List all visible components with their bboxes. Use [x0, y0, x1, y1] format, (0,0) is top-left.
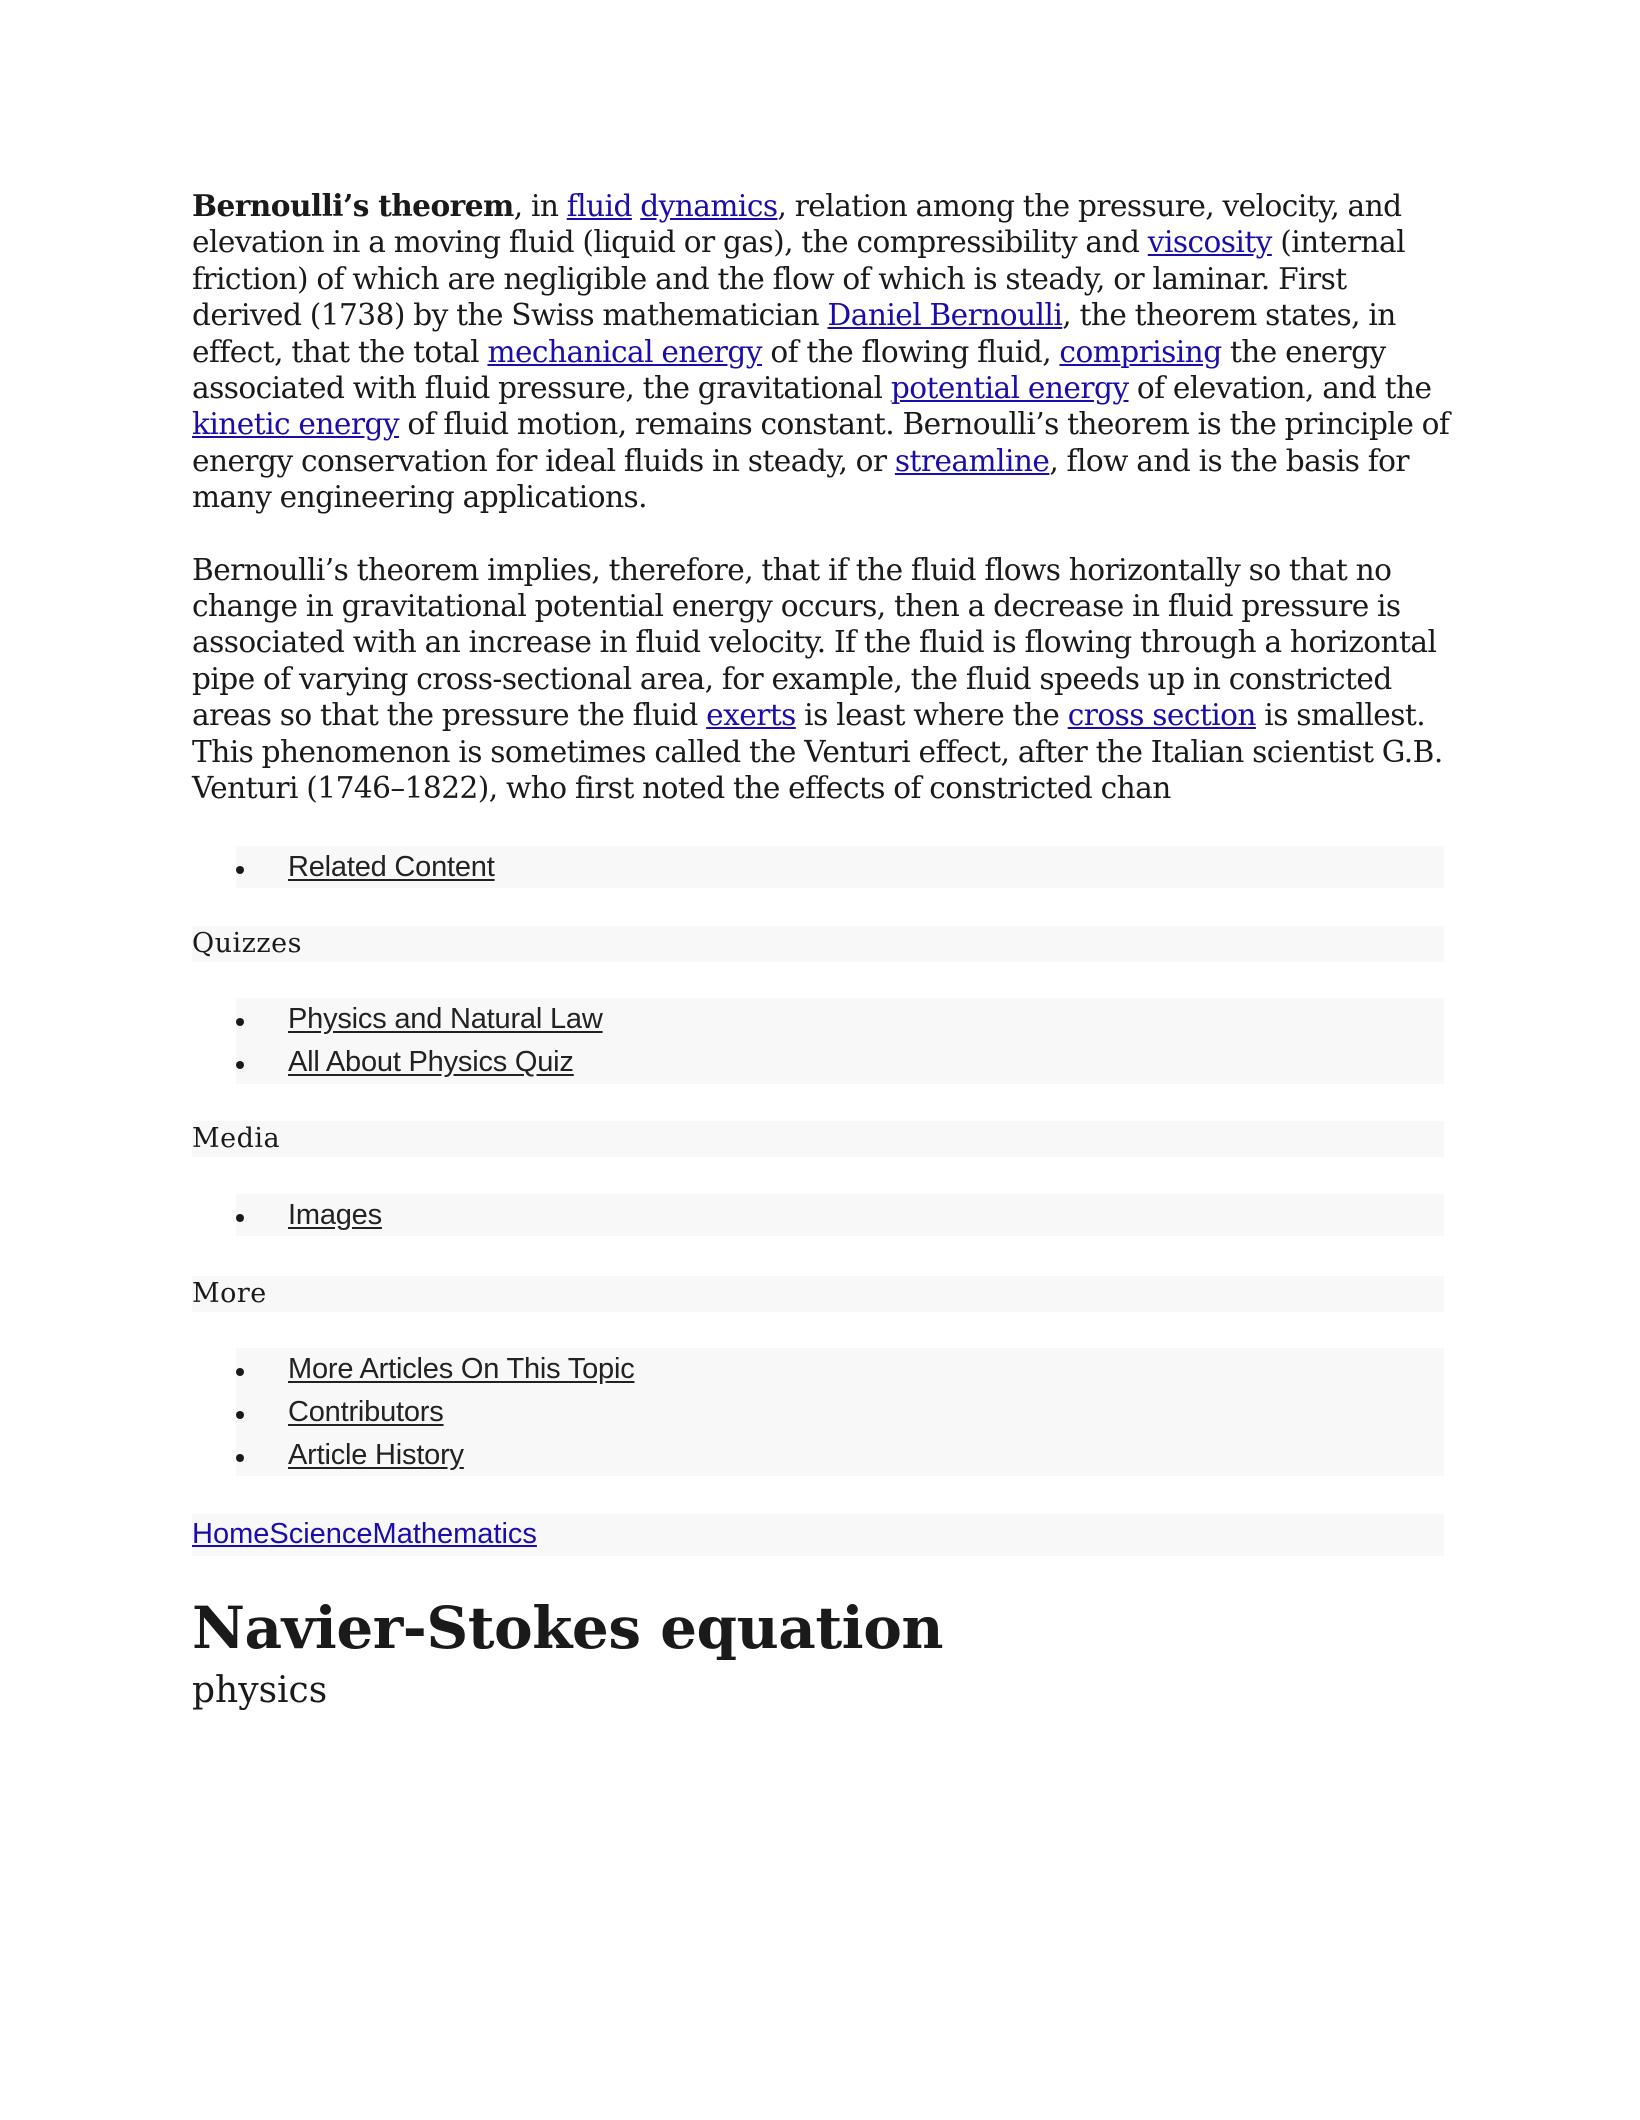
- link-kinetic-energy[interactable]: kinetic energy: [192, 407, 400, 442]
- link-dynamics[interactable]: dynamics: [640, 189, 778, 223]
- text: of elevation, and the: [1128, 371, 1432, 406]
- article-history-link[interactable]: Article History: [288, 1439, 464, 1471]
- text: , the theorem states, in effect, that the total: [192, 298, 1396, 369]
- breadcrumb-mathematics[interactable]: Mathematics: [372, 1518, 537, 1550]
- text: is least where the: [795, 698, 1068, 733]
- more-articles-link[interactable]: More Articles On This Topic: [288, 1353, 635, 1385]
- breadcrumb-home[interactable]: Home: [192, 1518, 270, 1550]
- link-mechanical-energy[interactable]: mechanical energy: [487, 334, 762, 369]
- quizzes-label: Quizzes: [192, 928, 302, 959]
- sidebar-section: [192, 0, 1452, 2120]
- list-item: [236, 1041, 603, 1084]
- more-label: More: [192, 1278, 267, 1309]
- list-item: [236, 1434, 635, 1477]
- list-item: [236, 1194, 382, 1237]
- list-item: [236, 1391, 635, 1434]
- text: , in: [513, 189, 567, 223]
- text: of fluid motion, remains constant. Bernoulli’s theorem is the principle of energy conservation for ideal fluids in steady, or: [192, 407, 1450, 478]
- media-label-box: [192, 1121, 1444, 1157]
- list-item: [236, 1348, 635, 1391]
- link-fluid[interactable]: fluid: [566, 189, 632, 223]
- text: is smallest. This phenomenon is sometimes called the Venturi effect, after the Italian scientist G.B. Venturi (1746–1822), who first noted the effects of constricted chan: [192, 698, 1443, 806]
- breadcrumb: [192, 1518, 537, 1551]
- related-content-link[interactable]: Related Content: [288, 851, 495, 883]
- quiz-link[interactable]: All About Physics Quiz: [288, 1046, 574, 1078]
- page-subtitle: physics: [192, 1670, 328, 1711]
- link-viscosity[interactable]: viscosity: [1147, 225, 1272, 260]
- link-streamline[interactable]: streamline: [894, 443, 1050, 478]
- images-link[interactable]: Images: [288, 1199, 382, 1231]
- link-comprising[interactable]: comprising: [1059, 334, 1222, 369]
- page-title: Navier-Stokes equation: [192, 1594, 944, 1662]
- quizzes-list: [236, 998, 603, 1084]
- link-cross-section[interactable]: cross section: [1067, 698, 1256, 733]
- text: Bernoulli’s theorem implies, therefore, that if the fluid flows horizontally so that no change in gravitational potential energy occurs, then a decrease in fluid pressure is associated with an increase in fluid velocity. If the fluid is flowing through a horizontal pipe of varying cross-sectional area, for example, the fluid speeds up in constricted areas so that the pressure the fluid: [192, 552, 1437, 733]
- more-list: [236, 1348, 635, 1477]
- text: the energy associated with fluid pressure, the gravitational: [192, 334, 1386, 406]
- link-exerts[interactable]: exerts: [706, 698, 796, 733]
- breadcrumb-science[interactable]: Science: [269, 1518, 373, 1550]
- text: (internal friction) of which are negligible and the flow of which is steady, or laminar. First derived (1738) by the Swiss mathematician: [192, 225, 1406, 333]
- lead-term: Bernoulli’s theorem: [192, 188, 514, 223]
- related-list: [236, 846, 495, 889]
- list-item: [236, 846, 495, 889]
- media-box: [236, 1194, 1444, 1236]
- text: , relation among the pressure, velocity, and elevation in a moving fluid (liquid or gas), the compressibility and: [192, 189, 1402, 260]
- link-daniel-bernoulli[interactable]: Daniel Bernoulli: [827, 298, 1063, 333]
- text: of the flowing fluid,: [761, 334, 1060, 369]
- text: , flow and is the basis for many engineering applications.: [192, 443, 1410, 515]
- list-item: [236, 998, 603, 1041]
- more-label-box: [192, 1276, 1444, 1312]
- media-label: Media: [192, 1123, 281, 1154]
- contributors-link[interactable]: Contributors: [288, 1396, 444, 1428]
- link-potential-energy[interactable]: potential energy: [890, 371, 1129, 406]
- quiz-link[interactable]: Physics and Natural Law: [288, 1003, 603, 1035]
- media-list: [236, 1194, 382, 1237]
- quizzes-label-box: [192, 926, 1444, 962]
